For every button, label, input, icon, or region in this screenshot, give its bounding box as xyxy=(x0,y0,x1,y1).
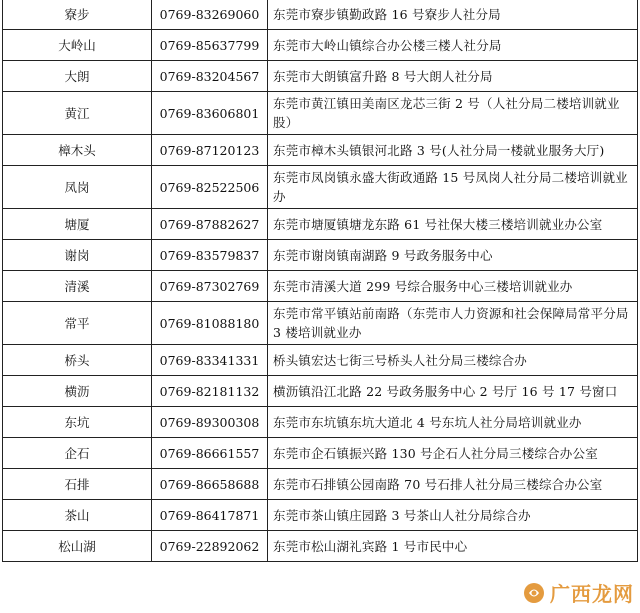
town-name-cell: 寮步 xyxy=(3,0,152,30)
watermark xyxy=(522,578,634,607)
address-cell: 东莞市石排镇公园南路 70 号石排人社分局三楼综合办公室 xyxy=(268,469,638,500)
address-cell: 东莞市松山湖礼宾路 1 号市民中心 xyxy=(268,531,638,562)
table-row xyxy=(3,61,638,92)
town-name-cell: 谢岗 xyxy=(3,240,152,271)
address-cell: 东莞市清溪大道 299 号综合服务中心三楼培训就业办 xyxy=(268,271,638,302)
table-row xyxy=(3,345,638,376)
table-row xyxy=(3,376,638,407)
phone-number-cell: 0769-83579837 xyxy=(152,240,268,271)
watermark-logo-icon xyxy=(522,581,546,605)
watermark-text: 广西龙网 xyxy=(550,582,634,606)
phone-number-cell: 0769-87120123 xyxy=(152,135,268,166)
town-name-cell: 石排 xyxy=(3,469,152,500)
address-cell: 东莞市谢岗镇南湖路 9 号政务服务中心 xyxy=(268,240,638,271)
phone-number-cell: 0769-86417871 xyxy=(152,500,268,531)
town-name-cell: 企石 xyxy=(3,438,152,469)
town-name-cell: 东坑 xyxy=(3,407,152,438)
phone-number-cell: 0769-22892062 xyxy=(152,531,268,562)
address-cell: 东莞市常平镇站前南路（东莞市人力资源和社会保障局常平分局 3 楼培训就业办 xyxy=(268,302,638,345)
address-cell: 东莞市大朗镇富升路 8 号大朗人社分局 xyxy=(268,61,638,92)
town-name-cell: 茶山 xyxy=(3,500,152,531)
table-row xyxy=(3,302,638,345)
town-name-cell: 大岭山 xyxy=(3,30,152,61)
table-row xyxy=(3,469,638,500)
table-row xyxy=(3,271,638,302)
table-body xyxy=(3,0,638,562)
address-cell: 东莞市茶山镇庄园路 3 号茶山人社分局综合办 xyxy=(268,500,638,531)
town-name-cell: 常平 xyxy=(3,302,152,345)
address-cell: 桥头镇宏达七街三号桥头人社分局三楼综合办 xyxy=(268,345,638,376)
table-row xyxy=(3,240,638,271)
address-cell: 东莞市塘厦镇塘龙东路 61 号社保大楼三楼培训就业办公室 xyxy=(268,209,638,240)
table-row xyxy=(3,209,638,240)
phone-number-cell: 0769-83341331 xyxy=(152,345,268,376)
address-cell: 东莞市大岭山镇综合办公楼三楼人社分局 xyxy=(268,30,638,61)
town-name-cell: 樟木头 xyxy=(3,135,152,166)
table-row xyxy=(3,0,638,30)
phone-number-cell: 0769-87302769 xyxy=(152,271,268,302)
phone-number-cell: 0769-83269060 xyxy=(152,0,268,30)
table-row xyxy=(3,135,638,166)
phone-number-cell: 0769-86661557 xyxy=(152,438,268,469)
town-name-cell: 大朗 xyxy=(3,61,152,92)
table-row xyxy=(3,438,638,469)
town-name-cell: 凤岗 xyxy=(3,166,152,209)
address-cell: 东莞市寮步镇勤政路 16 号寮步人社分局 xyxy=(268,0,638,30)
address-cell: 东莞市黄江镇田美南区龙芯三街 2 号（人社分局二楼培训就业股） xyxy=(268,92,638,135)
phone-number-cell: 0769-83606801 xyxy=(152,92,268,135)
town-name-cell: 黄江 xyxy=(3,92,152,135)
office-contact-table xyxy=(2,0,638,562)
table-row xyxy=(3,92,638,135)
phone-number-cell: 0769-82522506 xyxy=(152,166,268,209)
address-cell: 东莞市凤岗镇永盛大街政通路 15 号凤岗人社分局二楼培训就业办 xyxy=(268,166,638,209)
phone-number-cell: 0769-82181132 xyxy=(152,376,268,407)
table-row xyxy=(3,407,638,438)
town-name-cell: 横沥 xyxy=(3,376,152,407)
phone-number-cell: 0769-81088180 xyxy=(152,302,268,345)
town-name-cell: 松山湖 xyxy=(3,531,152,562)
address-cell: 东莞市企石镇振兴路 130 号企石人社分局三楼综合办公室 xyxy=(268,438,638,469)
phone-number-cell: 0769-85637799 xyxy=(152,30,268,61)
phone-number-cell: 0769-87882627 xyxy=(152,209,268,240)
town-name-cell: 桥头 xyxy=(3,345,152,376)
town-name-cell: 清溪 xyxy=(3,271,152,302)
table-row xyxy=(3,166,638,209)
address-cell: 东莞市东坑镇东坑大道北 4 号东坑人社分局培训就业办 xyxy=(268,407,638,438)
table-row xyxy=(3,500,638,531)
town-name-cell: 塘厦 xyxy=(3,209,152,240)
phone-number-cell: 0769-86658688 xyxy=(152,469,268,500)
address-cell: 横沥镇沿江北路 22 号政务服务中心 2 号厅 16 号 17 号窗口 xyxy=(268,376,638,407)
table-row xyxy=(3,30,638,61)
phone-number-cell: 0769-89300308 xyxy=(152,407,268,438)
address-cell: 东莞市樟木头镇银河北路 3 号(人社分局一楼就业服务大厅) xyxy=(268,135,638,166)
table-row xyxy=(3,531,638,562)
phone-number-cell: 0769-83204567 xyxy=(152,61,268,92)
